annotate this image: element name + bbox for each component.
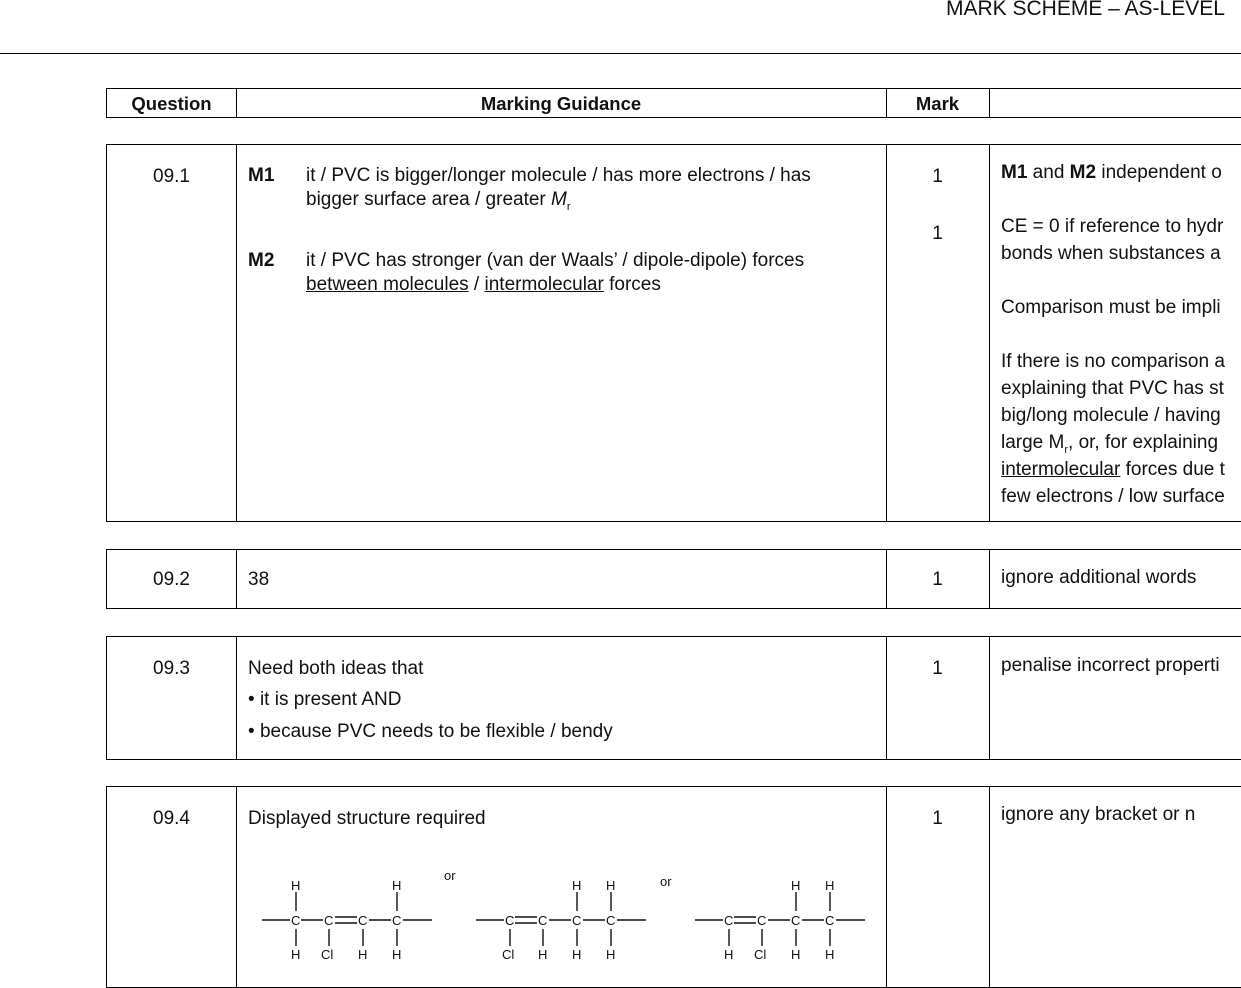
comment-if-line1: If there is no comparison a: [1001, 351, 1225, 372]
mark: 1: [932, 658, 943, 679]
comment-if-line6: few electrons / low surface: [1001, 486, 1225, 507]
guidance-intro: Need both ideas that: [248, 658, 424, 679]
bullet-item: • because PVC needs to be flexible / bendy: [248, 721, 613, 742]
or-label: or: [444, 868, 456, 883]
comment: penalise incorrect properti: [1001, 655, 1220, 676]
column-header-row: [106, 88, 1241, 118]
atom-h: H: [392, 878, 402, 893]
atom-cl: Cl: [502, 947, 515, 962]
bullet-item: • it is present AND: [248, 689, 402, 710]
header-rule: [0, 53, 1241, 54]
comment-if-line5: intermolecular forces due t: [1001, 459, 1225, 480]
atom-c: C: [572, 913, 582, 928]
m2-label: M2: [248, 250, 275, 271]
atom-h: H: [358, 947, 368, 962]
comment: ignore additional words: [1001, 567, 1197, 588]
atom-h: H: [606, 947, 616, 962]
question-number: 09.1: [153, 166, 190, 187]
atom-c: C: [791, 913, 801, 928]
question-row-09-4: [106, 786, 1241, 988]
column-header-question: Question: [131, 93, 212, 114]
question-row-09-2: [106, 549, 1241, 609]
atom-h: H: [392, 947, 402, 962]
mark: 1: [932, 808, 943, 829]
comment-independent: M1 and M2 independent o: [1001, 162, 1222, 183]
question-number: 09.3: [153, 658, 190, 679]
displayed-structure-2: [471, 875, 651, 963]
page-header-title: MARK SCHEME – AS-LEVEL: [946, 0, 1225, 20]
displayed-structure-3: [690, 875, 870, 963]
atom-c: C: [392, 913, 402, 928]
m1-line2: bigger surface area / greater $M_r$: [306, 189, 571, 213]
atom-cl: Cl: [321, 947, 334, 962]
m1-line1: it / PVC is bigger/longer molecule / has more electrons / has: [306, 165, 811, 186]
comment-if-line4: large $M_r$, or, for explaining: [1001, 432, 1219, 456]
atom-h: H: [572, 947, 582, 962]
atom-c: C: [538, 913, 548, 928]
comment-comparison: Comparison must be impli: [1001, 297, 1221, 318]
atom-h: H: [791, 878, 801, 893]
m2-line2: between molecules / intermolecular forces: [306, 274, 661, 295]
mark-m2: 1: [932, 223, 943, 244]
guidance-intro: Displayed structure required: [248, 808, 486, 829]
comment-ce-line2: bonds when substances a: [1001, 243, 1221, 264]
atom-c: C: [825, 913, 835, 928]
atom-h: H: [791, 947, 801, 962]
comment-ce-line1: CE = 0 if reference to hydr: [1001, 216, 1224, 237]
question-row-09-1: [106, 144, 1241, 522]
m2-line1: it / PVC has stronger (van der Waals’ / dipole-dipole) forces: [306, 250, 805, 271]
mark: 1: [932, 569, 943, 590]
question-number: 09.2: [153, 569, 190, 590]
atom-h: H: [606, 878, 616, 893]
atom-c: C: [324, 913, 334, 928]
atom-h: H: [291, 947, 301, 962]
atom-h: H: [724, 947, 734, 962]
comment-if-line2: explaining that PVC has st: [1001, 378, 1224, 399]
atom-h: H: [291, 878, 301, 893]
column-header-guidance: Marking Guidance: [480, 93, 642, 114]
atom-c: C: [606, 913, 616, 928]
atom-c: C: [757, 913, 767, 928]
m1-label: M1: [248, 165, 275, 186]
comment: ignore any bracket or n: [1001, 804, 1196, 825]
displayed-structure-1: [257, 875, 437, 963]
atom-h: H: [825, 878, 835, 893]
question-row-09-3: [106, 636, 1241, 760]
answer: 38: [248, 569, 270, 590]
atom-h: H: [572, 878, 582, 893]
atom-h: H: [825, 947, 835, 962]
mark-m1: 1: [932, 166, 943, 187]
atom-c: C: [505, 913, 515, 928]
atom-c: C: [724, 913, 734, 928]
comment-if-line3: big/long molecule / having: [1001, 405, 1221, 426]
question-number: 09.4: [153, 808, 190, 829]
atom-h: H: [538, 947, 548, 962]
column-header-mark: Mark: [915, 93, 960, 114]
atom-cl: Cl: [754, 947, 767, 962]
atom-c: C: [291, 913, 301, 928]
atom-c: C: [358, 913, 368, 928]
or-label: or: [660, 874, 672, 889]
